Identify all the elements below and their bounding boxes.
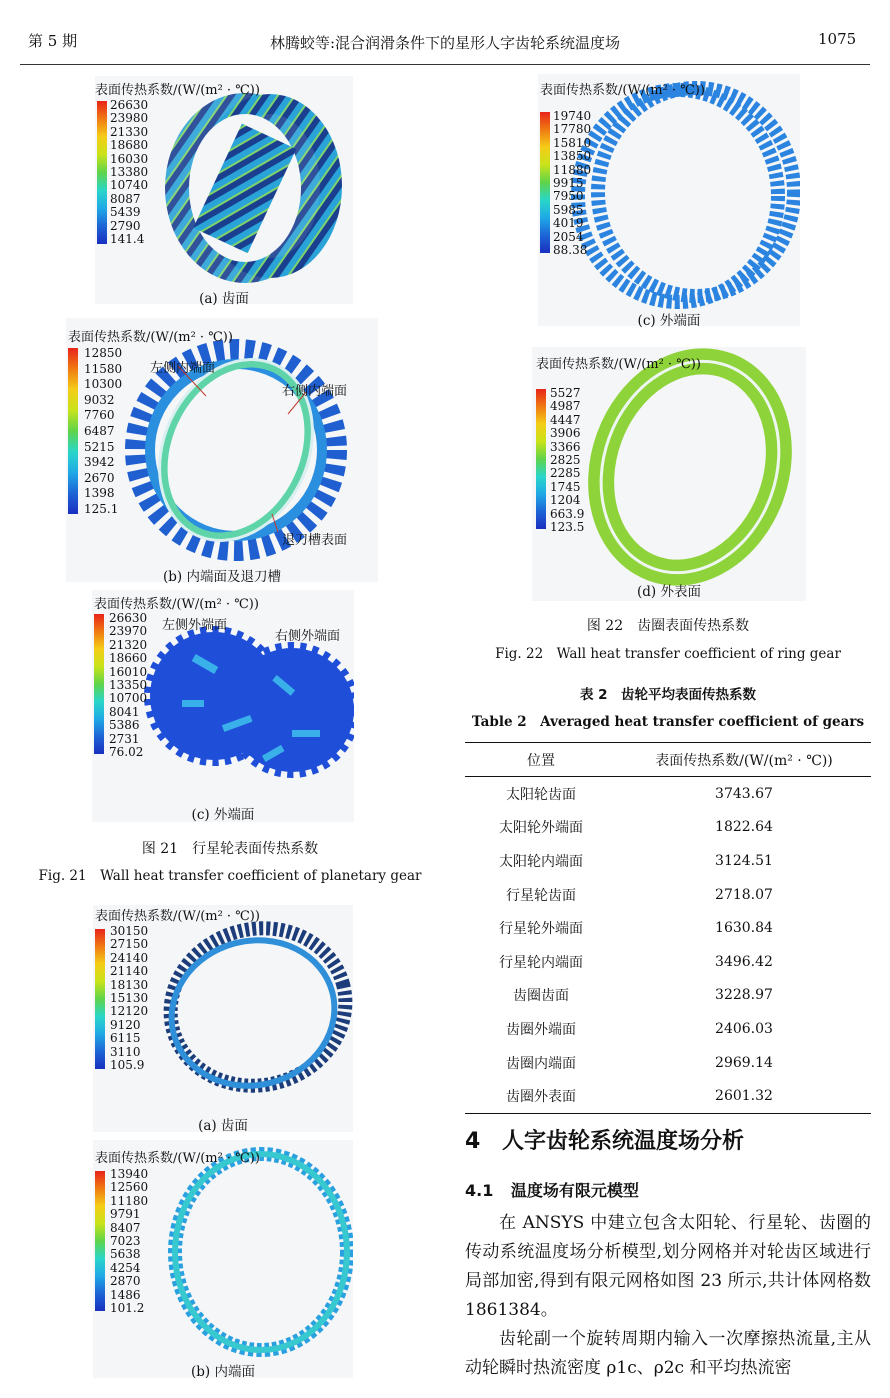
cell-value: 2969.14	[715, 1054, 773, 1071]
cell-location: 齿圈外表面	[465, 1079, 617, 1113]
table-row	[465, 878, 871, 912]
table2-title-en: Table 2 Averaged heat transfer coefficient of gears	[471, 714, 865, 730]
fig21a-colorbar-title: 表面传热系数/(W/(m² · ℃))	[95, 83, 260, 98]
label-right-outer-face: 右侧外端面	[275, 629, 341, 644]
table2-title-cn: 表 2 齿轮平均表面传热系数	[579, 687, 757, 703]
fig22c-caption: (c) 外端面	[637, 313, 701, 329]
subsection-heading	[465, 1178, 639, 1201]
section-number: 4	[465, 1129, 481, 1154]
label-left-outer-face: 左侧外端面	[162, 618, 228, 633]
table-row	[465, 1079, 871, 1113]
fig21c-colorbar-ticks: 26630 23970 21320 18660 16010 13350 10700 8041 5386 2731 76.02	[109, 611, 148, 760]
cell-location: 齿圈外端面	[506, 1021, 576, 1038]
cell-value: 2601.32	[617, 1079, 871, 1113]
fig22b-colorbar	[95, 1171, 105, 1311]
fig21b-colorbar	[68, 348, 78, 514]
heat-transfer-table	[465, 742, 871, 1114]
table-row	[465, 1012, 871, 1046]
issue-number: 第 5 期	[28, 32, 78, 50]
section-heading	[465, 1124, 744, 1155]
section-title: 人字齿轮系统温度场分析	[501, 1129, 744, 1154]
fig22a-caption: (a) 齿面	[198, 1118, 248, 1134]
fig21c-colorbar-title: 表面传热系数/(W/(m² · ℃))	[94, 597, 259, 612]
table-row	[465, 911, 871, 945]
col-header-location: 位置	[465, 743, 617, 777]
fig21c-colorbar	[94, 614, 104, 754]
cell-location: 行星轮齿面	[506, 887, 576, 904]
running-title: 林腾蛟等:混合润滑条件下的星形人字齿轮系统温度场	[269, 34, 621, 52]
subsection-title: 温度场有限元模型	[510, 1181, 639, 1200]
fig22a-colorbar	[95, 929, 105, 1069]
table-row	[465, 844, 871, 878]
fig22d-colorbar-title: 表面传热系数/(W/(m² · ℃))	[536, 357, 701, 372]
cell-location: 齿圈齿面	[513, 988, 569, 1005]
fig21b-caption: (b) 内端面及退刀槽	[163, 569, 281, 585]
fig21b-colorbar-ticks: 12850 11580 10300 9032 7760 6487 5215 3942 2670 1398 125.1	[84, 346, 123, 516]
cell-location: 太阳轮内端面	[499, 853, 583, 870]
fig21-caption-cn: 图 21 行星轮表面传热系数	[141, 841, 319, 857]
cell-value: 1822.64	[715, 819, 773, 836]
table-row	[465, 811, 871, 845]
label-undercut-surface: 退刀槽表面	[282, 533, 348, 548]
fig22d-colorbar	[536, 389, 546, 529]
fig22a-colorbar-ticks: 30150 27150 24140 21140 18130 15130 12120 9120 6115 3110 105.9	[110, 924, 149, 1073]
fig21b-colorbar-title: 表面传热系数/(W/(m² · ℃))	[68, 330, 233, 345]
cell-value: 3496.42	[715, 953, 773, 970]
fig22b-colorbar-ticks: 13940 12560 11180 9791 8407 7023 5638 4254 2870 1486 101.2	[110, 1167, 149, 1316]
cell-value: 3228.97	[715, 987, 773, 1004]
cell-location: 太阳轮齿面	[506, 786, 576, 803]
fig21a-colorbar	[97, 101, 107, 244]
table-row	[465, 979, 871, 1013]
cell-value: 2406.03	[715, 1020, 773, 1037]
fig22-caption-en: Fig. 22 Wall heat transfer coefficient of ring gear	[495, 646, 841, 662]
cell-value: 3743.67	[715, 785, 773, 802]
fig22d-colorbar-ticks: 5527 4987 4447 3906 3366 2825 2285 1745 1204 663.9 123.5	[550, 386, 585, 535]
cell-value: 3124.51	[715, 852, 773, 869]
fig22c-colorbar-ticks: 19740 17780 15810 13850 11880 9915 7950 5985 4019 2054 88.38	[553, 109, 592, 258]
fig22b-caption: (b) 内端面	[191, 1364, 255, 1380]
page-number: 1075	[818, 30, 857, 48]
cell-location: 太阳轮外端面	[499, 820, 583, 837]
paragraph-1: 在 ANSYS 中建立包含太阳轮、行星轮、齿圈的传动系统温度场分析模型,划分网格并对轮齿区域进行局部加密,得到有限元网格如图 23 所示,共计体网格数 1861384。	[465, 1213, 871, 1320]
fig21a-colorbar-ticks: 26630 23980 21330 18680 16030 13380 10740 8087 5439 2790 141.4	[110, 98, 149, 247]
table-header-row	[465, 743, 871, 777]
fig21-caption-en: Fig. 21 Wall heat transfer coefficient of planetary gear	[38, 868, 422, 884]
fig22d-caption: (d) 外表面	[637, 584, 701, 600]
col-header-coefficient: 表面传热系数/(W/(m² · ℃))	[617, 743, 871, 777]
cell-location: 齿圈内端面	[506, 1055, 576, 1072]
fig22b-colorbar-title: 表面传热系数/(W/(m² · ℃))	[95, 1151, 260, 1166]
subsection-number: 4.1	[465, 1181, 494, 1200]
table-row	[465, 945, 871, 979]
fig22-caption-cn: 图 22 齿圈表面传热系数	[586, 618, 750, 634]
paragraph-2: 齿轮副一个旋转周期内输入一次摩擦热流量,主从动轮瞬时热流密度 ρ1c、ρ2c 和平均热流密	[465, 1329, 871, 1378]
cell-value: 1630.84	[715, 920, 773, 937]
header-rule	[20, 64, 870, 65]
fig21c-caption: (c) 外端面	[191, 807, 255, 823]
table-row	[465, 1046, 871, 1080]
cell-location: 行星轮外端面	[499, 921, 583, 938]
cell-value: 2718.07	[715, 886, 773, 903]
fig22c-colorbar-title: 表面传热系数/(W/(m² · ℃))	[540, 83, 705, 98]
label-left-inner-face: 左侧内端面	[150, 361, 216, 376]
table-row	[465, 777, 871, 811]
cell-location: 行星轮内端面	[499, 954, 583, 971]
fig22a-colorbar-title: 表面传热系数/(W/(m² · ℃))	[95, 909, 260, 924]
label-right-inner-face: 右侧内端面	[282, 384, 348, 399]
fig21a-caption: (a) 齿面	[199, 291, 249, 307]
fig22c-colorbar	[540, 112, 550, 253]
